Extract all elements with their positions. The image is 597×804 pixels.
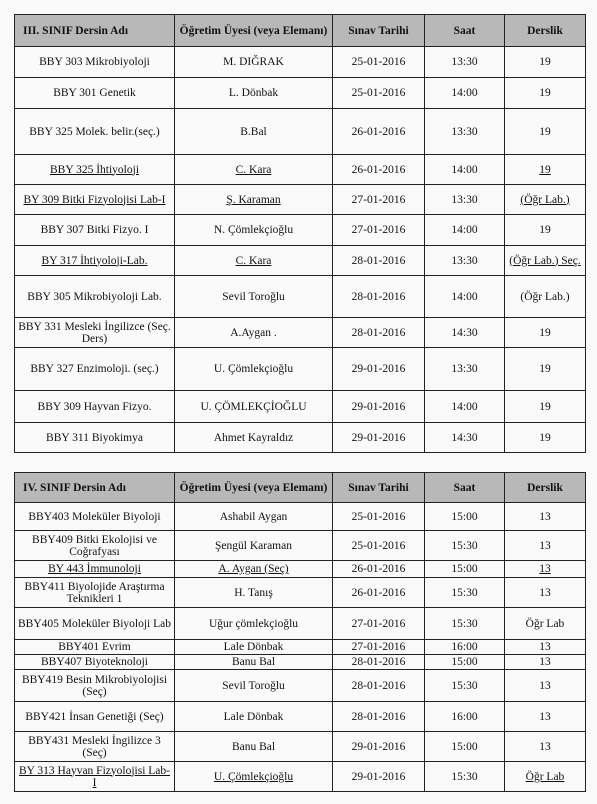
cell-time: [425, 391, 505, 423]
cell-time: [425, 47, 505, 78]
table-row: [15, 608, 586, 640]
cell-instructor: [175, 608, 333, 640]
course-text: BY 309 Bitki Fizyolojisi Lab-I: [23, 193, 166, 206]
room-text: 19: [539, 87, 551, 99]
cell-room: [505, 732, 586, 762]
cell-instructor: [175, 215, 333, 246]
cell-date: [333, 531, 425, 561]
course-text: BY 313 Hayvan Fizyolojisi Lab-I: [19, 764, 170, 789]
room-text: 19: [539, 431, 551, 444]
cell-room: [505, 423, 586, 453]
cell-time: [425, 578, 505, 608]
time-text: 15:30: [451, 617, 478, 630]
cell-room: [505, 762, 586, 792]
course-text: BBY403 Moleküler Biyoloji: [28, 510, 161, 523]
cell-date: [333, 215, 425, 246]
instructor-text: A. Aygan (Seç): [218, 563, 289, 575]
column-header-room: Derslik: [505, 15, 586, 47]
column-header-room: Derslik: [505, 473, 586, 503]
cell-course: [15, 109, 175, 155]
time-text: 15:00: [451, 656, 478, 668]
cell-room: [505, 531, 586, 561]
course-text: BBY 301 Genetik: [53, 87, 136, 99]
instructor-text: Banu Bal: [231, 656, 276, 668]
cell-room: [505, 109, 586, 155]
room-text: 13: [539, 563, 551, 575]
table-row: [15, 670, 586, 702]
instructor-text: Lale Dönbak: [223, 710, 284, 723]
cell-time: [425, 109, 505, 155]
cell-room: [505, 670, 586, 702]
cell-course: [15, 608, 175, 640]
table-header-row: [15, 15, 586, 47]
room-text: 13: [539, 586, 551, 599]
room-text: 19: [539, 56, 551, 68]
time-text: 15:30: [451, 679, 478, 692]
cell-time: [425, 531, 505, 561]
cell-time: [425, 155, 505, 185]
instructor-text: Sevil Toroğlu: [222, 290, 285, 303]
table-row: [15, 246, 586, 276]
table-row: [15, 215, 586, 246]
cell-course: [15, 578, 175, 608]
date-text: 28-01-2016: [351, 710, 406, 723]
cell-instructor: [175, 655, 333, 670]
cell-instructor: [175, 276, 333, 318]
cell-course: [15, 276, 175, 318]
room-text: 13: [539, 710, 551, 723]
cell-date: [333, 348, 425, 391]
time-text: 14:00: [451, 163, 478, 176]
cell-date: [333, 109, 425, 155]
course-text: BBY 327 Enzimoloji. (seç.): [30, 363, 159, 375]
cell-time: [425, 762, 505, 792]
table-row: [15, 640, 586, 655]
cell-time: [425, 640, 505, 655]
instructor-text: Ashabil Aygan: [219, 510, 288, 523]
cell-instructor: [175, 47, 333, 78]
cell-date: [333, 246, 425, 276]
table-row: [15, 503, 586, 531]
time-text: 14:30: [451, 431, 478, 444]
cell-instructor: [175, 702, 333, 732]
cell-instructor: [175, 423, 333, 453]
fourth-year-exam-table: [14, 472, 586, 792]
column-header-date: Sınav Tarihi: [333, 15, 425, 47]
date-text: 27-01-2016: [351, 617, 406, 630]
time-text: 15:30: [451, 539, 478, 552]
cell-time: [425, 276, 505, 318]
cell-date: [333, 640, 425, 655]
cell-instructor: [175, 185, 333, 215]
cell-date: [333, 762, 425, 792]
instructor-text: Ş. Karaman: [226, 193, 281, 206]
cell-time: [425, 246, 505, 276]
instructor-text: B.Bal: [240, 125, 267, 138]
table-row: [15, 655, 586, 670]
column-header-time: Saat: [425, 15, 505, 47]
cell-room: [505, 578, 586, 608]
date-text: 27-01-2016: [351, 224, 406, 236]
room-text: 13: [539, 679, 551, 692]
cell-course: [15, 655, 175, 670]
cell-date: [333, 391, 425, 423]
cell-instructor: [175, 732, 333, 762]
cell-time: [425, 503, 505, 531]
cell-date: [333, 318, 425, 348]
date-text: 27-01-2016: [351, 193, 406, 206]
room-text: 19: [539, 363, 551, 375]
date-text: 26-01-2016: [351, 125, 406, 138]
table-row: [15, 348, 586, 391]
cell-course: [15, 391, 175, 423]
course-text: BBY401 Evrim: [58, 641, 131, 653]
course-text: BBY 307 Bitki Fizyo. I: [40, 224, 149, 236]
instructor-text: Sevil Toroğlu: [222, 679, 285, 692]
time-text: 13:30: [451, 254, 478, 267]
cell-instructor: [175, 318, 333, 348]
date-text: 25-01-2016: [351, 510, 406, 523]
date-text: 25-01-2016: [351, 56, 406, 68]
cell-course: [15, 423, 175, 453]
cell-date: [333, 47, 425, 78]
cell-course: [15, 215, 175, 246]
cell-instructor: [175, 348, 333, 391]
cell-time: [425, 348, 505, 391]
room-text: Öğr Lab: [525, 617, 565, 630]
date-text: 25-01-2016: [351, 539, 406, 552]
time-text: 13:30: [451, 363, 478, 375]
instructor-text: Uğur çömlekçioğlu: [208, 617, 299, 630]
course-text: BBY407 Biyoteknoloji: [40, 656, 149, 668]
cell-course: [15, 670, 175, 702]
room-text: 19: [539, 400, 551, 413]
instructor-text: H. Tanış: [234, 586, 273, 599]
column-header-course: III. SINIF Dersin Adı: [15, 15, 175, 47]
cell-time: [425, 702, 505, 732]
instructor-text: Banu Bal: [231, 740, 276, 753]
cell-course: [15, 561, 175, 578]
course-text: BBY419 Besin Mikrobiyolojisi (Seç): [21, 673, 168, 698]
room-text: (Öğr Lab.): [520, 193, 570, 206]
date-text: 28-01-2016: [351, 290, 406, 303]
table-row: [15, 78, 586, 109]
cell-room: [505, 640, 586, 655]
time-text: 15:00: [451, 740, 478, 753]
cell-date: [333, 702, 425, 732]
time-text: 13:30: [451, 56, 478, 68]
room-text: 19: [539, 224, 551, 236]
table-row: [15, 423, 586, 453]
cell-date: [333, 732, 425, 762]
date-text: 28-01-2016: [351, 326, 406, 339]
course-text: BBY405 Moleküler Biyoloji Lab: [18, 617, 172, 630]
cell-instructor: [175, 762, 333, 792]
instructor-text: M. DIĞRAK: [223, 56, 284, 68]
cell-course: [15, 78, 175, 109]
course-text: BY 317 İhtiyoloji-Lab.: [41, 254, 148, 267]
time-text: 15:30: [451, 770, 478, 783]
cell-date: [333, 561, 425, 578]
time-text: 16:00: [451, 710, 478, 723]
cell-instructor: [175, 155, 333, 185]
column-header-instructor: Öğretim Üyesi (veya Elemanı): [175, 15, 333, 47]
cell-room: [505, 503, 586, 531]
cell-room: [505, 318, 586, 348]
cell-room: [505, 702, 586, 732]
instructor-text: A.Aygan .: [230, 326, 277, 339]
cell-date: [333, 670, 425, 702]
time-text: 15:00: [451, 563, 478, 575]
course-text: BBY409 Bitki Ekolojisi ve Coğrafyası: [32, 533, 157, 558]
cell-instructor: [175, 246, 333, 276]
course-text: BBY421 İnsan Genetiği (Seç): [25, 710, 164, 723]
date-text: 29-01-2016: [351, 770, 406, 783]
cell-date: [333, 185, 425, 215]
column-header-instructor: Öğretim Üyesi (veya Elemanı): [175, 473, 333, 503]
time-text: 16:00: [451, 641, 478, 653]
time-text: 15:30: [451, 586, 478, 599]
cell-course: [15, 503, 175, 531]
column-header-date: Sınav Tarihi: [333, 473, 425, 503]
date-text: 29-01-2016: [351, 431, 406, 444]
cell-time: [425, 655, 505, 670]
cell-time: [425, 732, 505, 762]
cell-instructor: [175, 640, 333, 655]
cell-time: [425, 608, 505, 640]
time-text: 14:00: [451, 400, 478, 413]
course-text: BBY 309 Hayvan Fizyo.: [37, 400, 152, 413]
cell-instructor: [175, 503, 333, 531]
time-text: 14:00: [451, 290, 478, 303]
course-text: BBY 303 Mikrobiyoloji: [39, 56, 150, 68]
cell-room: [505, 391, 586, 423]
cell-course: [15, 348, 175, 391]
cell-instructor: [175, 670, 333, 702]
cell-instructor: [175, 531, 333, 561]
table-row: [15, 732, 586, 762]
course-text: BBY 325 İhtiyoloji: [49, 163, 140, 176]
cell-room: [505, 246, 586, 276]
date-text: 29-01-2016: [351, 363, 406, 375]
cell-date: [333, 503, 425, 531]
time-text: 13:30: [451, 193, 478, 206]
cell-room: [505, 47, 586, 78]
third-year-exam-rows: [15, 47, 586, 453]
cell-time: [425, 670, 505, 702]
date-text: 28-01-2016: [351, 656, 406, 668]
cell-date: [333, 78, 425, 109]
date-text: 26-01-2016: [351, 563, 406, 575]
cell-course: [15, 702, 175, 732]
date-text: 25-01-2016: [351, 87, 406, 99]
cell-date: [333, 578, 425, 608]
instructor-text: U. Çömlekçioğlu: [213, 770, 294, 783]
course-text: BBY 325 Molek. belir.(seç.): [29, 125, 160, 138]
cell-course: [15, 640, 175, 655]
table-row: [15, 47, 586, 78]
cell-room: [505, 276, 586, 318]
cell-time: [425, 185, 505, 215]
date-text: 29-01-2016: [351, 400, 406, 413]
table-row: [15, 561, 586, 578]
instructor-text: C. Kara: [235, 163, 272, 176]
time-text: 14:30: [451, 326, 478, 339]
cell-course: [15, 47, 175, 78]
cell-course: [15, 531, 175, 561]
date-text: 26-01-2016: [351, 163, 406, 176]
date-text: 28-01-2016: [351, 254, 406, 267]
cell-instructor: [175, 78, 333, 109]
cell-room: [505, 185, 586, 215]
table-row: [15, 531, 586, 561]
cell-date: [333, 655, 425, 670]
course-text: BBY431 Mesleki İngilizce 3 (Seç): [28, 734, 161, 759]
room-text: 19: [539, 125, 551, 138]
cell-course: [15, 318, 175, 348]
table-row: [15, 762, 586, 792]
instructor-text: L. Dönbak: [228, 87, 279, 99]
room-text: 13: [539, 740, 551, 753]
course-text: BBY 311 Biyokimya: [46, 431, 143, 444]
room-text: 19: [539, 326, 551, 339]
cell-date: [333, 276, 425, 318]
room-text: (Öğr Lab.): [520, 290, 570, 303]
instructor-text: U. Çömlekçioğlu: [213, 363, 294, 375]
instructor-text: N. Çömlekçioğlu: [213, 224, 294, 236]
instructor-text: Ahmet Kayraldız: [213, 431, 294, 444]
cell-date: [333, 155, 425, 185]
cell-date: [333, 423, 425, 453]
cell-course: [15, 246, 175, 276]
cell-course: [15, 762, 175, 792]
cell-instructor: [175, 561, 333, 578]
cell-date: [333, 608, 425, 640]
table-row: [15, 276, 586, 318]
table-row: [15, 318, 586, 348]
column-header-time: Saat: [425, 473, 505, 503]
cell-room: [505, 561, 586, 578]
cell-course: [15, 155, 175, 185]
room-text: 13: [539, 656, 551, 668]
date-text: 27-01-2016: [351, 641, 406, 653]
cell-time: [425, 423, 505, 453]
table-row: [15, 109, 586, 155]
time-text: 15:00: [451, 510, 478, 523]
third-year-exam-table: [14, 14, 586, 453]
course-text: BBY 331 Mesleki İngilizce (Seç. Ders): [18, 320, 171, 345]
instructor-text: Şengül Karaman: [215, 539, 292, 552]
cell-time: [425, 318, 505, 348]
table-header-row: [15, 473, 586, 503]
room-text: 13: [539, 539, 551, 552]
cell-room: [505, 78, 586, 109]
cell-room: [505, 348, 586, 391]
cell-room: [505, 608, 586, 640]
date-text: 26-01-2016: [351, 586, 406, 599]
table-row: [15, 155, 586, 185]
room-text: (Öğr Lab.) Seç.: [509, 254, 581, 267]
course-text: BBY411 Biyolojide Araştırma Teknikleri 1: [24, 580, 165, 605]
time-text: 14:00: [451, 224, 478, 236]
instructor-text: Lale Dönbak: [223, 641, 284, 653]
cell-time: [425, 215, 505, 246]
table-row: [15, 185, 586, 215]
date-text: 29-01-2016: [351, 740, 406, 753]
column-header-course: IV. SINIF Dersin Adı: [15, 473, 175, 503]
fourth-year-exam-rows: [15, 503, 586, 792]
cell-time: [425, 78, 505, 109]
table-row: [15, 702, 586, 732]
course-text: BY 443 İmmunoloji: [48, 563, 141, 575]
cell-room: [505, 655, 586, 670]
cell-course: [15, 732, 175, 762]
cell-room: [505, 155, 586, 185]
cell-instructor: [175, 578, 333, 608]
table-row: [15, 391, 586, 423]
room-text: Öğr Lab: [525, 770, 565, 783]
room-text: 13: [539, 510, 551, 523]
cell-instructor: [175, 391, 333, 423]
cell-instructor: [175, 109, 333, 155]
instructor-text: U. ÇÖMLEKÇİOĞLU: [200, 400, 307, 413]
cell-course: [15, 185, 175, 215]
date-text: 28-01-2016: [351, 679, 406, 692]
room-text: 13: [539, 641, 551, 653]
room-text: 19: [539, 163, 551, 176]
time-text: 13:30: [451, 125, 478, 138]
cell-room: [505, 215, 586, 246]
course-text: BBY 305 Mikrobiyoloji Lab.: [27, 290, 162, 303]
time-text: 14:00: [451, 87, 478, 99]
instructor-text: C. Kara: [235, 254, 272, 267]
table-row: [15, 578, 586, 608]
cell-time: [425, 561, 505, 578]
